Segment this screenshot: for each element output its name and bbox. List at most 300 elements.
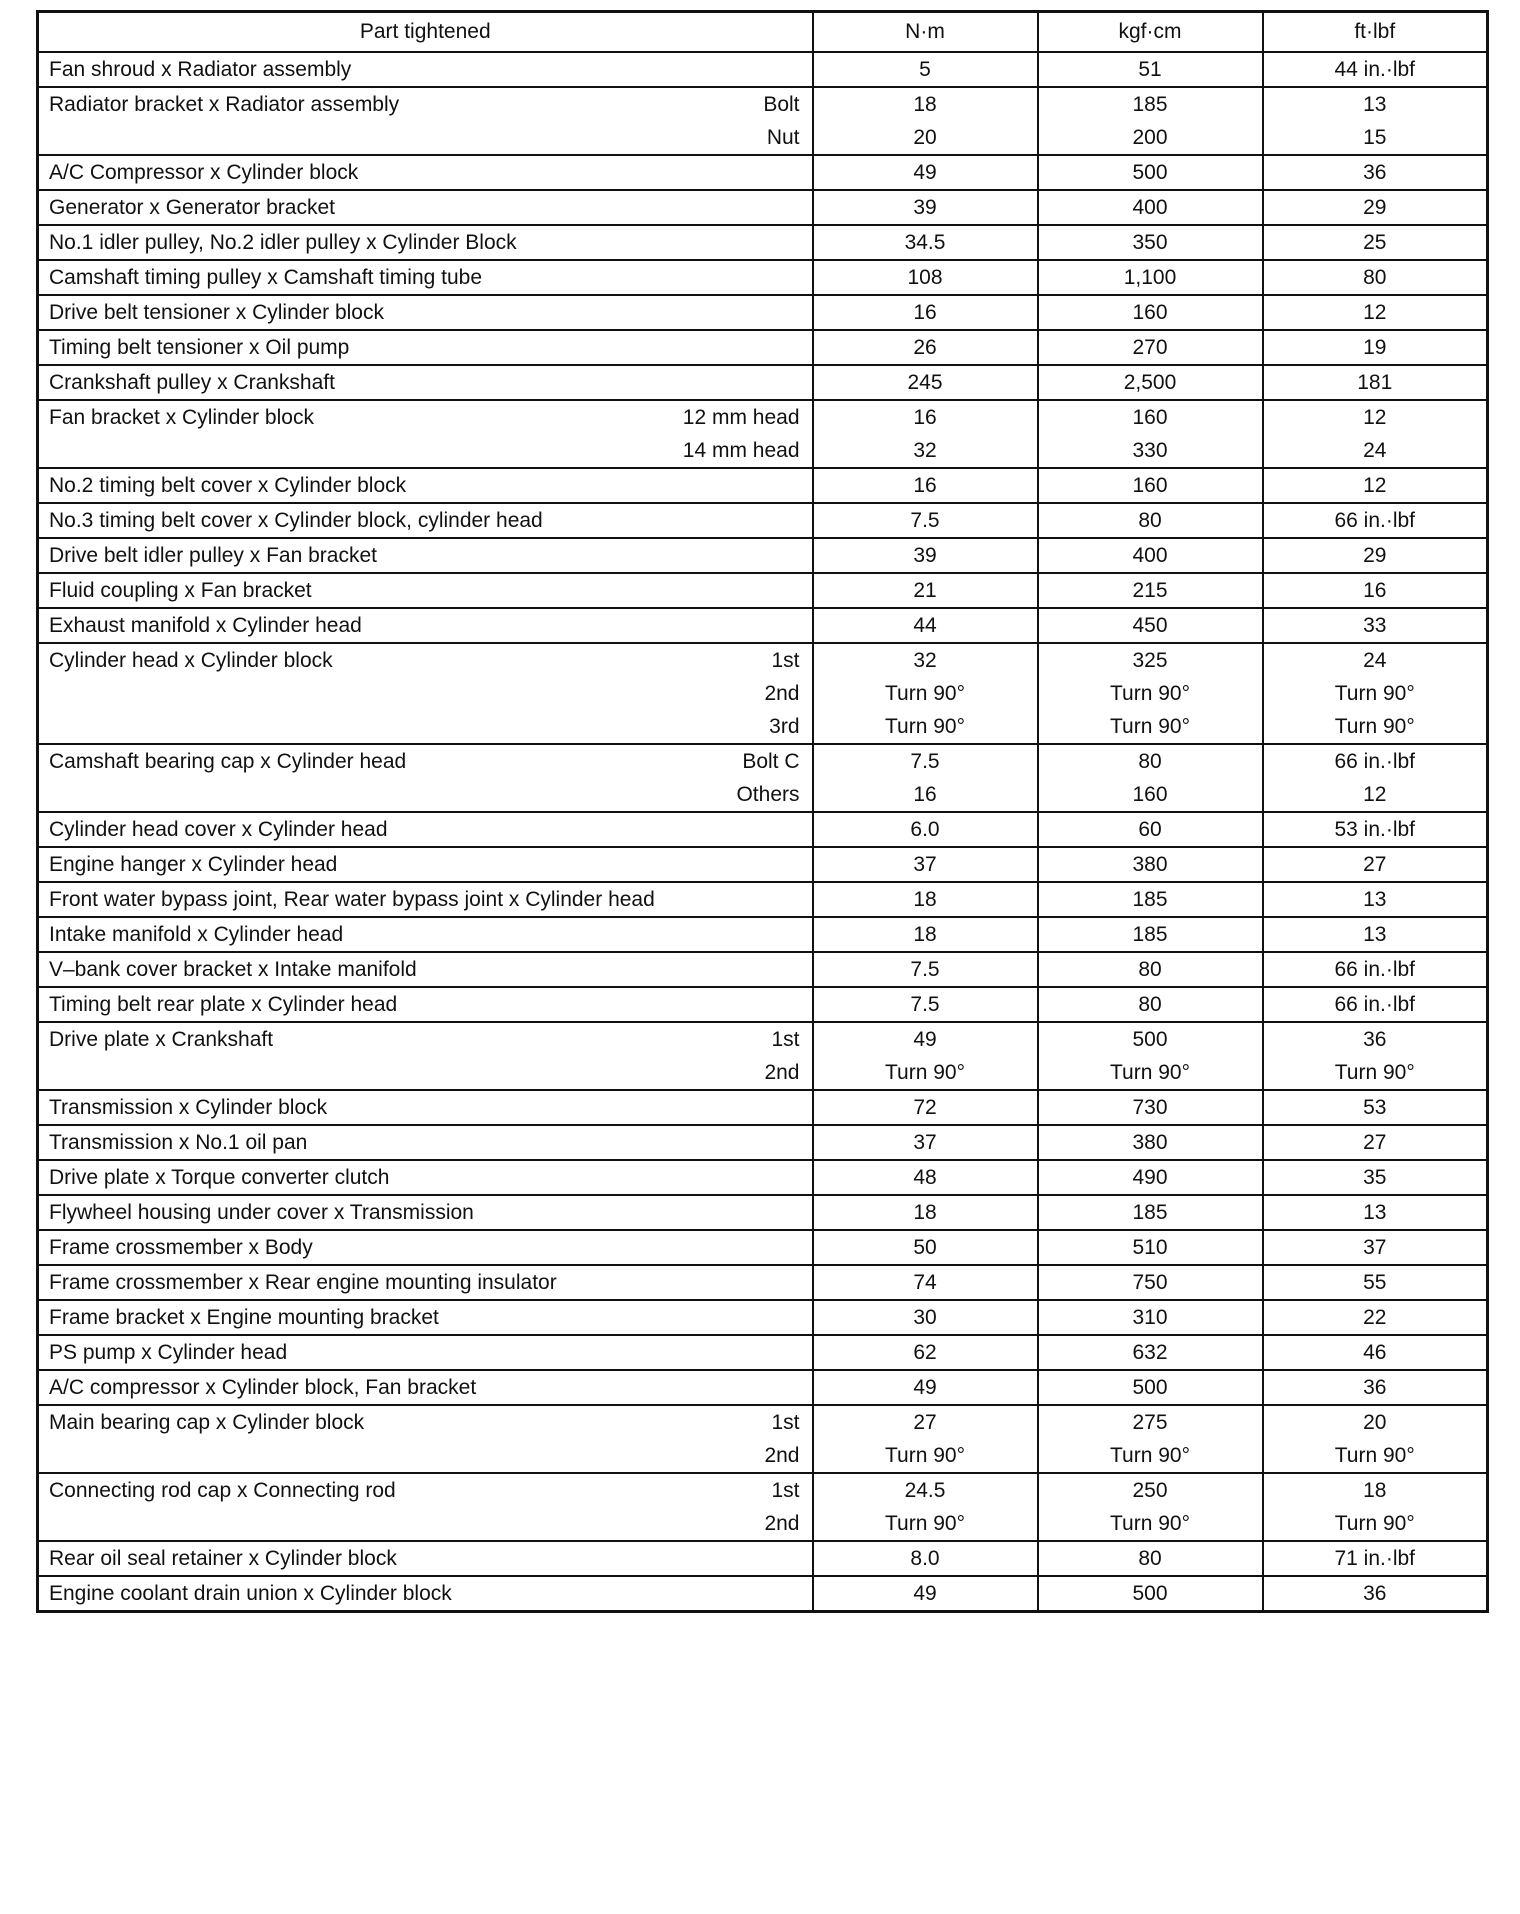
nm-cell — [813, 1576, 1038, 1612]
torque-value: 500 — [1132, 1582, 1168, 1605]
nm-cell — [813, 917, 1038, 952]
torque-value: 74 — [913, 1271, 937, 1294]
torque-value: 250 — [1132, 1479, 1168, 1502]
torque-value: Turn 90° — [885, 1512, 965, 1535]
table-row — [38, 260, 1488, 295]
part-name: Transmission x No.1 oil pan — [49, 1131, 308, 1154]
part-cell — [38, 52, 813, 87]
table-row — [38, 744, 1488, 812]
torque-value: 6.0 — [910, 818, 940, 841]
torque-value: 36 — [1363, 1376, 1387, 1399]
torque-value: 66 in.·lbf — [1334, 993, 1416, 1016]
torque-value: 16 — [1363, 579, 1387, 602]
sub-label: Others — [736, 783, 800, 806]
ftlbf-cell — [1263, 1090, 1488, 1125]
torque-value: 8.0 — [910, 1547, 940, 1570]
torque-value: 27 — [1363, 853, 1387, 876]
part-cell-content — [49, 469, 800, 502]
torque-value: 16 — [913, 783, 937, 806]
torque-value: 80 — [1138, 1547, 1162, 1570]
torque-value: 750 — [1132, 1271, 1168, 1294]
sub-label: Nut — [766, 126, 800, 149]
ftlbf-cell — [1263, 608, 1488, 643]
torque-value: 60 — [1138, 818, 1162, 841]
nm-cell — [813, 1230, 1038, 1265]
part-name: Frame crossmember x Rear engine mounting insulator — [49, 1271, 557, 1294]
torque-value: Turn 90° — [1334, 715, 1415, 738]
ftlbf-cell — [1263, 744, 1488, 812]
sub-label: 2nd — [764, 1512, 800, 1535]
ftlbf-cell — [1263, 1300, 1488, 1335]
table-row — [38, 503, 1488, 538]
part-cell — [38, 1405, 813, 1473]
torque-value: 13 — [1363, 1201, 1387, 1224]
torque-value: 12 — [1363, 783, 1387, 806]
table-row — [38, 1230, 1488, 1265]
kgfcm-cell — [1038, 225, 1263, 260]
part-cell — [38, 744, 813, 812]
header-kgfcm: kgf·cm — [1038, 12, 1263, 53]
nm-cell — [813, 608, 1038, 643]
torque-value: 39 — [913, 196, 937, 219]
kgfcm-cell — [1038, 1125, 1263, 1160]
part-cell — [38, 1541, 813, 1576]
torque-value: 380 — [1132, 1131, 1168, 1154]
torque-value: Turn 90° — [885, 1444, 965, 1467]
part-cell-content — [49, 1231, 800, 1264]
part-name: Camshaft timing pulley x Camshaft timing tube — [49, 266, 483, 289]
torque-value: 39 — [913, 544, 937, 567]
ftlbf-cell — [1263, 917, 1488, 952]
table-row — [38, 952, 1488, 987]
part-cell — [38, 987, 813, 1022]
torque-value: 7.5 — [910, 958, 940, 981]
torque-value: 7.5 — [910, 750, 940, 773]
kgfcm-cell — [1038, 1405, 1263, 1473]
torque-value: 80 — [1138, 509, 1162, 532]
sub-labels — [764, 1406, 799, 1472]
torque-value: 108 — [907, 266, 943, 289]
table-row — [38, 1195, 1488, 1230]
kgfcm-cell — [1038, 1195, 1263, 1230]
header-nm: N·m — [813, 12, 1038, 53]
part-cell-content — [49, 504, 800, 537]
torque-value: 20 — [913, 126, 937, 149]
torque-value: 450 — [1132, 614, 1168, 637]
nm-cell — [813, 52, 1038, 87]
torque-value: 29 — [1363, 196, 1387, 219]
kgfcm-cell — [1038, 87, 1263, 155]
ftlbf-cell — [1263, 882, 1488, 917]
part-cell — [38, 468, 813, 503]
table-row — [38, 987, 1488, 1022]
sub-label: 14 mm head — [682, 439, 800, 462]
part-cell-content — [49, 609, 800, 642]
part-cell-content — [49, 813, 800, 846]
table-row — [38, 1370, 1488, 1405]
part-cell — [38, 190, 813, 225]
kgfcm-cell — [1038, 400, 1263, 468]
sub-label: 12 mm head — [682, 406, 800, 429]
table-row — [38, 400, 1488, 468]
torque-value: Turn 90° — [885, 715, 965, 738]
part-name: Flywheel housing under cover x Transmission — [49, 1201, 474, 1224]
kgfcm-cell — [1038, 987, 1263, 1022]
part-cell — [38, 1300, 813, 1335]
ftlbf-cell — [1263, 52, 1488, 87]
torque-value: 18 — [913, 1201, 937, 1224]
torque-value: 13 — [1363, 888, 1387, 911]
torque-value: 632 — [1132, 1341, 1168, 1364]
part-cell — [38, 882, 813, 917]
torque-value: 215 — [1132, 579, 1168, 602]
ftlbf-cell — [1263, 365, 1488, 400]
kgfcm-cell — [1038, 643, 1263, 744]
torque-value: 510 — [1132, 1236, 1168, 1259]
part-cell — [38, 538, 813, 573]
table-row — [38, 1125, 1488, 1160]
torque-value: 66 in.·lbf — [1334, 509, 1416, 532]
torque-value: 24 — [1363, 439, 1387, 462]
table-row — [38, 1405, 1488, 1473]
part-name: Drive plate x Torque converter clutch — [49, 1166, 390, 1189]
torque-spec-table — [36, 10, 1489, 1613]
torque-value: 49 — [913, 1376, 937, 1399]
ftlbf-cell — [1263, 1335, 1488, 1370]
part-cell — [38, 1576, 813, 1612]
torque-value: 330 — [1132, 439, 1168, 462]
sub-labels — [736, 745, 799, 811]
torque-value: 16 — [913, 301, 937, 324]
sub-labels — [764, 1474, 799, 1540]
ftlbf-cell — [1263, 1125, 1488, 1160]
torque-value: 185 — [1132, 1201, 1168, 1224]
part-cell-content — [49, 953, 800, 986]
torque-value: 37 — [913, 1131, 937, 1154]
table-row — [38, 87, 1488, 155]
part-name: Crankshaft pulley x Crankshaft — [49, 371, 335, 394]
torque-value: Turn 90° — [885, 1061, 965, 1084]
table-row — [38, 1160, 1488, 1195]
table-row — [38, 52, 1488, 87]
table-row — [38, 1541, 1488, 1576]
part-name: Fluid coupling x Fan bracket — [49, 579, 312, 602]
torque-value: 36 — [1363, 1028, 1387, 1051]
torque-value: 12 — [1363, 406, 1387, 429]
torque-value: 49 — [913, 161, 937, 184]
sub-label: 1st — [771, 1479, 800, 1502]
torque-value: 185 — [1132, 93, 1168, 116]
part-cell-content — [49, 1474, 800, 1540]
torque-value: 24.5 — [904, 1479, 946, 1502]
part-cell-content — [49, 1161, 800, 1194]
part-name: Drive belt idler pulley x Fan bracket — [49, 544, 377, 567]
part-name: Radiator bracket x Radiator assembly — [49, 93, 400, 116]
part-name: Engine hanger x Cylinder head — [49, 853, 338, 876]
torque-value: Turn 90° — [1110, 682, 1190, 705]
part-name: Intake manifold x Cylinder head — [49, 923, 344, 946]
ftlbf-cell — [1263, 1195, 1488, 1230]
part-name: A/C Compressor x Cylinder block — [49, 161, 359, 184]
nm-cell — [813, 987, 1038, 1022]
part-cell — [38, 952, 813, 987]
kgfcm-cell — [1038, 330, 1263, 365]
part-cell-content — [49, 1371, 800, 1404]
ftlbf-cell — [1263, 1370, 1488, 1405]
part-cell — [38, 1125, 813, 1160]
torque-value: 325 — [1132, 649, 1168, 672]
torque-value: 27 — [913, 1411, 937, 1434]
torque-value: 24 — [1363, 649, 1387, 672]
torque-value: 490 — [1132, 1166, 1168, 1189]
torque-value: 30 — [913, 1306, 937, 1329]
ftlbf-cell — [1263, 1265, 1488, 1300]
ftlbf-cell — [1263, 812, 1488, 847]
torque-value: 18 — [913, 923, 937, 946]
torque-value: 36 — [1363, 1582, 1387, 1605]
torque-value: 22 — [1363, 1306, 1387, 1329]
torque-value: 49 — [913, 1028, 937, 1051]
torque-value: Turn 90° — [1334, 1444, 1415, 1467]
torque-value: 37 — [913, 853, 937, 876]
part-cell-content — [49, 539, 800, 572]
part-cell-content — [49, 156, 800, 189]
part-cell-content — [49, 988, 800, 1021]
nm-cell — [813, 1370, 1038, 1405]
nm-cell — [813, 1405, 1038, 1473]
ftlbf-cell — [1263, 225, 1488, 260]
torque-value: 44 in.·lbf — [1334, 58, 1416, 81]
nm-cell — [813, 155, 1038, 190]
part-cell-content — [49, 191, 800, 224]
part-name: Transmission x Cylinder block — [49, 1096, 328, 1119]
torque-value: 18 — [913, 888, 937, 911]
torque-value: 200 — [1132, 126, 1168, 149]
table-row — [38, 538, 1488, 573]
nm-cell — [813, 952, 1038, 987]
kgfcm-cell — [1038, 573, 1263, 608]
torque-value: 730 — [1132, 1096, 1168, 1119]
nm-cell — [813, 87, 1038, 155]
part-cell-content — [49, 401, 800, 467]
kgfcm-cell — [1038, 190, 1263, 225]
part-name: Cylinder head x Cylinder block — [49, 649, 333, 672]
kgfcm-cell — [1038, 52, 1263, 87]
sub-label: Bolt — [763, 93, 800, 116]
torque-value: Turn 90° — [1110, 715, 1190, 738]
part-name: Drive belt tensioner x Cylinder block — [49, 301, 384, 324]
torque-value: 71 in.·lbf — [1334, 1547, 1416, 1570]
torque-value: 50 — [913, 1236, 937, 1259]
torque-value: 1,100 — [1123, 266, 1177, 289]
part-cell-content — [49, 1406, 800, 1472]
kgfcm-cell — [1038, 882, 1263, 917]
table-row — [38, 608, 1488, 643]
torque-value: 53 — [1363, 1096, 1387, 1119]
part-cell-content — [49, 1266, 800, 1299]
ftlbf-cell — [1263, 400, 1488, 468]
kgfcm-cell — [1038, 365, 1263, 400]
torque-value: 20 — [1363, 1411, 1387, 1434]
part-name: Camshaft bearing cap x Cylinder head — [49, 750, 407, 773]
table-row — [38, 1300, 1488, 1335]
part-cell — [38, 643, 813, 744]
torque-value: 33 — [1363, 614, 1387, 637]
part-cell — [38, 87, 813, 155]
torque-value: 270 — [1132, 336, 1168, 359]
nm-cell — [813, 1541, 1038, 1576]
part-cell — [38, 1370, 813, 1405]
torque-value: Turn 90° — [1334, 1061, 1415, 1084]
torque-value: 55 — [1363, 1271, 1387, 1294]
part-name: Drive plate x Crankshaft — [49, 1028, 274, 1051]
part-cell — [38, 400, 813, 468]
part-cell — [38, 330, 813, 365]
part-name: Front water bypass joint, Rear water bypass joint x Cylinder head — [49, 888, 655, 911]
kgfcm-cell — [1038, 1370, 1263, 1405]
part-cell-content — [49, 1577, 800, 1610]
part-cell — [38, 573, 813, 608]
part-cell — [38, 260, 813, 295]
sub-labels — [764, 644, 799, 743]
sub-label: Bolt C — [742, 750, 800, 773]
torque-value: 181 — [1357, 371, 1393, 394]
ftlbf-cell — [1263, 952, 1488, 987]
torque-value: 27 — [1363, 1131, 1387, 1154]
part-cell-content — [49, 1126, 800, 1159]
part-name: No.3 timing belt cover x Cylinder block, cylinder head — [49, 509, 543, 532]
kgfcm-cell — [1038, 1230, 1263, 1265]
ftlbf-cell — [1263, 643, 1488, 744]
torque-value: 2,500 — [1123, 371, 1177, 394]
table-row — [38, 1090, 1488, 1125]
torque-value: 21 — [913, 579, 937, 602]
nm-cell — [813, 1022, 1038, 1090]
sub-labels — [763, 88, 799, 154]
part-cell-content — [49, 745, 800, 811]
ftlbf-cell — [1263, 1230, 1488, 1265]
table-row — [38, 917, 1488, 952]
kgfcm-cell — [1038, 744, 1263, 812]
part-cell-content — [49, 366, 800, 399]
ftlbf-cell — [1263, 295, 1488, 330]
sub-label: 2nd — [764, 1061, 800, 1084]
torque-value: 80 — [1138, 993, 1162, 1016]
torque-value: 245 — [907, 371, 943, 394]
torque-value: 49 — [913, 1582, 937, 1605]
nm-cell — [813, 643, 1038, 744]
torque-value: Turn 90° — [1110, 1444, 1190, 1467]
torque-value: 80 — [1363, 266, 1387, 289]
part-name: Frame crossmember x Body — [49, 1236, 313, 1259]
part-cell — [38, 1230, 813, 1265]
part-cell — [38, 1160, 813, 1195]
part-name: No.1 idler pulley, No.2 idler pulley x Cylinder Block — [49, 231, 517, 254]
header-row — [38, 12, 1488, 53]
torque-value: 400 — [1132, 544, 1168, 567]
part-name: Fan shroud x Radiator assembly — [49, 58, 352, 81]
torque-value: 500 — [1132, 161, 1168, 184]
kgfcm-cell — [1038, 1335, 1263, 1370]
torque-value: 51 — [1138, 58, 1162, 81]
part-cell — [38, 1195, 813, 1230]
part-name: A/C compressor x Cylinder block, Fan bracket — [49, 1376, 477, 1399]
kgfcm-cell — [1038, 1576, 1263, 1612]
ftlbf-cell — [1263, 1473, 1488, 1541]
torque-value: 72 — [913, 1096, 937, 1119]
table-row — [38, 847, 1488, 882]
part-name: Cylinder head cover x Cylinder head — [49, 818, 388, 841]
part-cell-content — [49, 1301, 800, 1334]
ftlbf-cell — [1263, 468, 1488, 503]
part-name: Engine coolant drain union x Cylinder block — [49, 1582, 452, 1605]
sub-label: 1st — [771, 1028, 800, 1051]
torque-value: 13 — [1363, 93, 1387, 116]
part-name: Exhaust manifold x Cylinder head — [49, 614, 362, 637]
torque-value: 26 — [913, 336, 937, 359]
torque-value: 16 — [913, 406, 937, 429]
ftlbf-cell — [1263, 987, 1488, 1022]
part-cell — [38, 917, 813, 952]
torque-value: Turn 90° — [1110, 1512, 1190, 1535]
part-cell — [38, 812, 813, 847]
nm-cell — [813, 1160, 1038, 1195]
kgfcm-cell — [1038, 260, 1263, 295]
nm-cell — [813, 744, 1038, 812]
part-cell — [38, 1335, 813, 1370]
kgfcm-cell — [1038, 1265, 1263, 1300]
nm-cell — [813, 882, 1038, 917]
part-cell — [38, 608, 813, 643]
kgfcm-cell — [1038, 812, 1263, 847]
torque-value: 66 in.·lbf — [1334, 750, 1416, 773]
torque-value: 350 — [1132, 231, 1168, 254]
torque-value: 44 — [913, 614, 937, 637]
torque-value: 5 — [919, 58, 931, 81]
nm-cell — [813, 365, 1038, 400]
part-cell — [38, 503, 813, 538]
torque-value: 160 — [1132, 406, 1168, 429]
torque-value: 275 — [1132, 1411, 1168, 1434]
torque-value: 25 — [1363, 231, 1387, 254]
torque-value: 160 — [1132, 474, 1168, 497]
table-row — [38, 295, 1488, 330]
kgfcm-cell — [1038, 155, 1263, 190]
kgfcm-cell — [1038, 1300, 1263, 1335]
torque-value: 53 in.·lbf — [1334, 818, 1416, 841]
sub-label: 2nd — [764, 1444, 800, 1467]
part-cell-content — [49, 331, 800, 364]
kgfcm-cell — [1038, 1090, 1263, 1125]
kgfcm-cell — [1038, 538, 1263, 573]
kgfcm-cell — [1038, 1541, 1263, 1576]
torque-value: 500 — [1132, 1028, 1168, 1051]
nm-cell — [813, 295, 1038, 330]
part-name: Frame bracket x Engine mounting bracket — [49, 1306, 439, 1329]
table-row — [38, 190, 1488, 225]
table-body — [38, 52, 1488, 1612]
torque-value: 12 — [1363, 301, 1387, 324]
torque-value: 48 — [913, 1166, 937, 1189]
table-row — [38, 155, 1488, 190]
part-cell-content — [49, 574, 800, 607]
ftlbf-cell — [1263, 330, 1488, 365]
ftlbf-cell — [1263, 1160, 1488, 1195]
torque-value: 34.5 — [904, 231, 946, 254]
nm-cell — [813, 330, 1038, 365]
kgfcm-cell — [1038, 295, 1263, 330]
torque-value: 18 — [1363, 1479, 1387, 1502]
